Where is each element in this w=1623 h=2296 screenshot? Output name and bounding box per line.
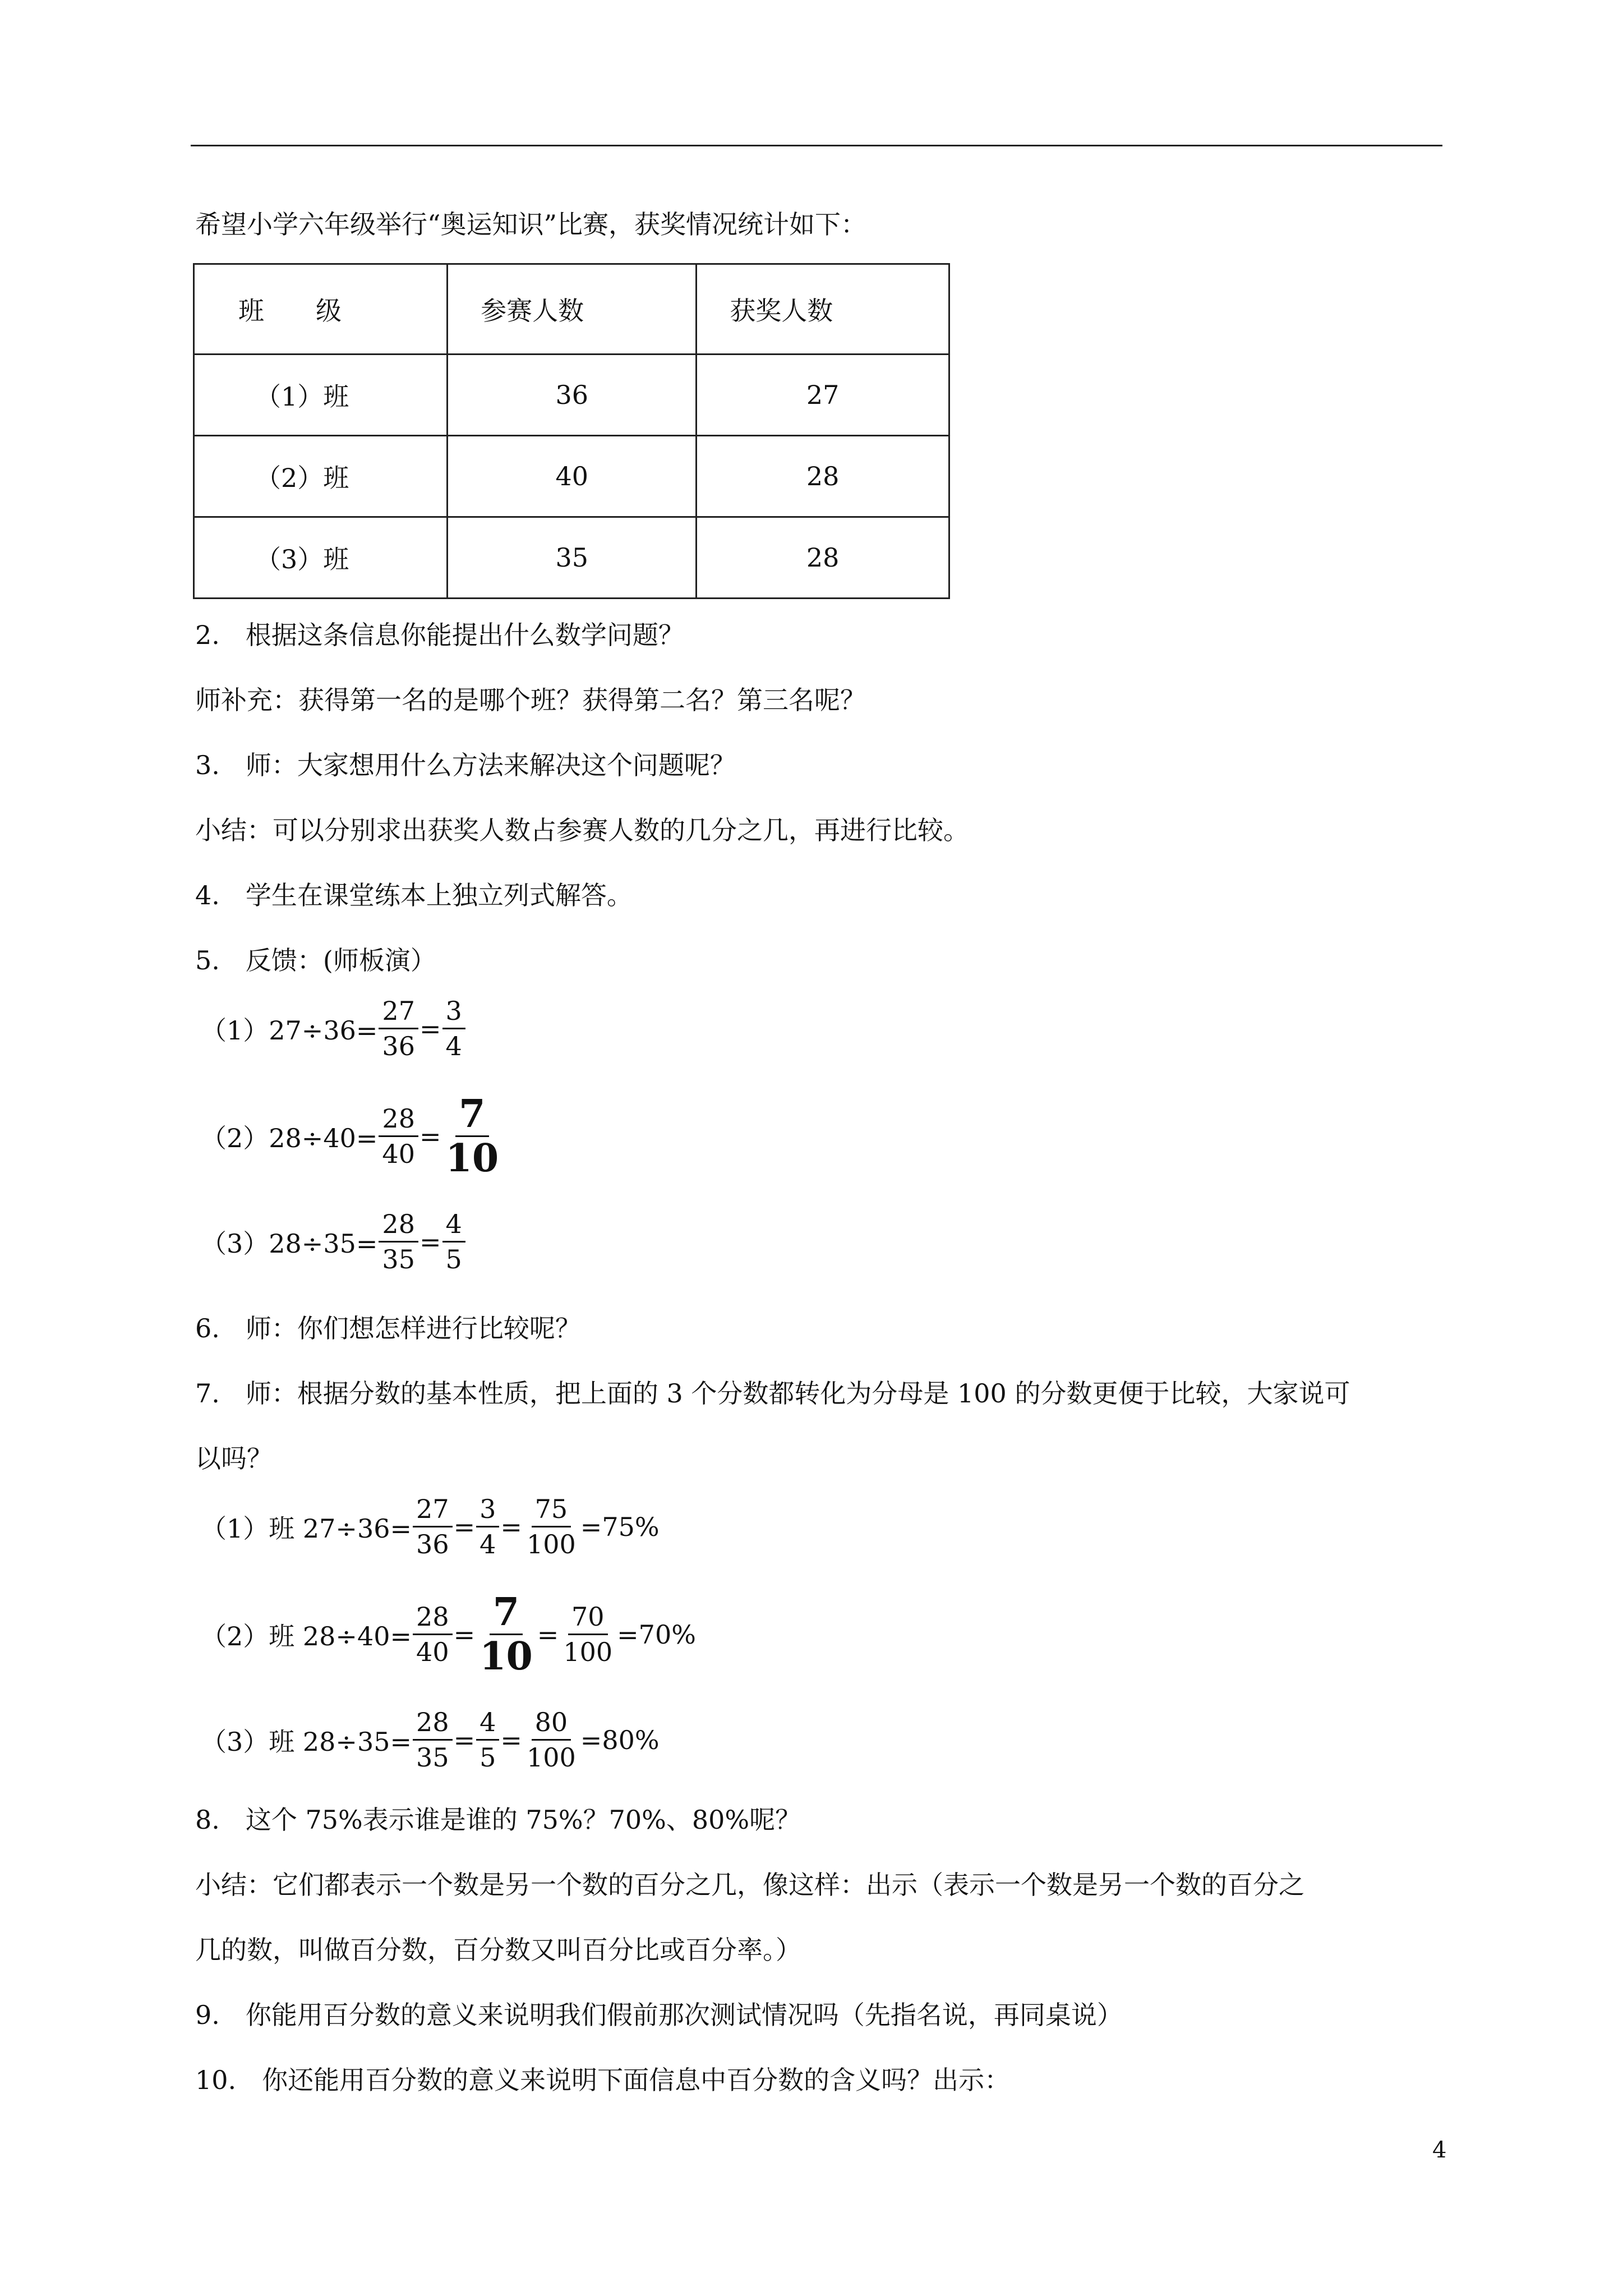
question-5: 5. 反馈：(师板演） [195, 945, 436, 976]
fraction: $\frac{4}{5}$ [476, 1705, 499, 1774]
fraction: $\frac{27}{36}$ [379, 994, 418, 1063]
summary-1: 小结：可以分别求出获奖人数占参赛人数的几分之几，再进行比较。 [195, 815, 969, 845]
question-6: 6. 师：你们想怎样进行比较呢？ [195, 1313, 581, 1343]
summary-2: 小结：它们都表示一个数是另一个数的百分之几，像这样：出示（表示一个数是另一个数的百分之 [195, 1870, 1304, 1900]
question-2: 2. 根据这条信息你能提出什么数学问题？ [195, 620, 684, 650]
fraction: $\frac{28}{35}$ [413, 1705, 453, 1774]
table-row [194, 436, 949, 517]
cell-class: （2）班 [194, 436, 448, 517]
fraction: $\frac{28}{40}$ [379, 1102, 418, 1171]
calc2-line-1: （1）班 27÷36= $\frac{27}{36}$ = $\frac{3}{4}$ = $\frac{75}{100}$ =75% [201, 1492, 660, 1561]
question-3: 3. 师：大家想用什么方法来解决这个问题呢？ [195, 750, 736, 780]
fraction: $\frac{28}{40}$ [413, 1600, 453, 1669]
fraction: $\frac{80}{100}$ [523, 1705, 579, 1774]
cell-winners: 28 [697, 517, 949, 599]
page-number: 4 [1432, 2137, 1447, 2163]
header-participants: 参赛人数 [448, 264, 697, 355]
fraction: $\frac{7}{10}$ [445, 1092, 499, 1181]
question-8: 8. 这个 75%表示谁是谁的 75%？70%、80%呢？ [195, 1805, 801, 1835]
question-7-cont: 以吗？ [195, 1443, 273, 1474]
table-row [194, 517, 949, 599]
intro-text: 希望小学六年级举行“奥运知识”比赛，获奖情况统计如下： [195, 209, 867, 240]
summary-2-cont: 几的数，叫做百分数，百分数又叫百分比或百分率。） [195, 1935, 801, 1965]
question-10: 10. 你还能用百分数的意义来说明下面信息中百分数的含义吗？出示： [195, 2065, 1011, 2095]
table-row [194, 355, 949, 436]
cell-participants: 36 [448, 355, 697, 436]
header-winners: 获奖人数 [697, 264, 949, 355]
cell-class: （1）班 [194, 355, 448, 436]
fraction: $\frac{3}{4}$ [442, 994, 465, 1063]
calc2-line-3: （3）班 28÷35= $\frac{28}{35}$ = $\frac{4}{5}$ = $\frac{80}{100}$ =80% [201, 1705, 660, 1774]
fraction: $\frac{70}{100}$ [560, 1600, 616, 1669]
calc2-line-2: （2）班 28÷40= $\frac{28}{40}$ = $\frac{7}{10}$ = $\frac{70}{100}$ =70% [201, 1590, 696, 1679]
fraction: $\frac{7}{10}$ [479, 1590, 533, 1679]
calc1-line-3: （3）28÷35= $\frac{28}{35}$ = $\frac{4}{5}$ [201, 1207, 467, 1276]
question-4: 4. 学生在课堂练本上独立列式解答。 [195, 880, 633, 910]
fraction: $\frac{3}{4}$ [476, 1492, 499, 1561]
header-class: 班 级 [194, 264, 448, 355]
header-rule [191, 145, 1442, 146]
cell-class: （3）班 [194, 517, 448, 599]
teacher-supplement: 师补充：获得第一名的是哪个班？获得第二名？第三名呢？ [195, 685, 866, 715]
cell-participants: 35 [448, 517, 697, 599]
fraction: $\frac{28}{35}$ [379, 1207, 418, 1276]
table-header-row [194, 264, 949, 355]
award-table [193, 263, 950, 599]
calc1-line-1: （1）27÷36= $\frac{27}{36}$ = $\frac{3}{4}$ [201, 994, 467, 1063]
fraction: $\frac{27}{36}$ [413, 1492, 453, 1561]
fraction: $\frac{4}{5}$ [442, 1207, 465, 1276]
question-9: 9. 你能用百分数的意义来说明我们假前那次测试情况吗（先指名说，再同桌说） [195, 2000, 1123, 2030]
cell-participants: 40 [448, 436, 697, 517]
cell-winners: 28 [697, 436, 949, 517]
question-7: 7. 师：根据分数的基本性质，把上面的 3 个分数都转化为分母是 100 的分数更便于比较，大家说可 [195, 1378, 1350, 1409]
calc1-line-2: （2）28÷40= $\frac{28}{40}$ = $\frac{7}{10}$ [201, 1093, 503, 1180]
cell-winners: 27 [697, 355, 949, 436]
fraction: $\frac{75}{100}$ [523, 1492, 579, 1561]
